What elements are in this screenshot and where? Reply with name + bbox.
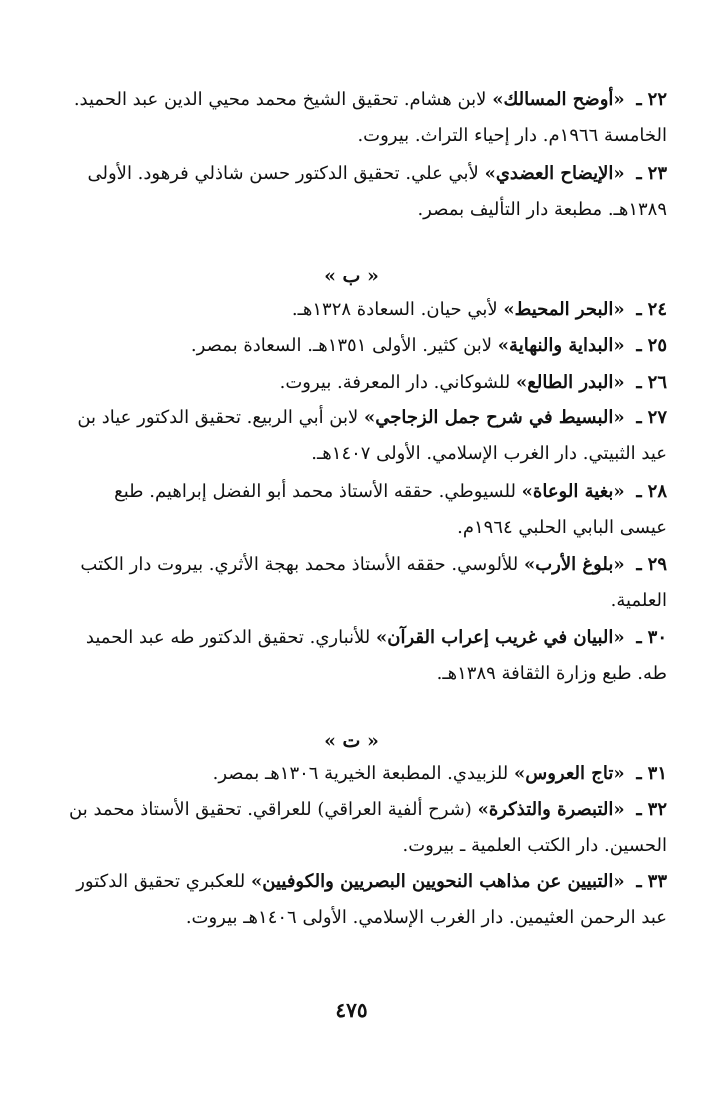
bibliography-entry-33 xyxy=(67,864,667,936)
bibliography-entry-29 xyxy=(67,547,667,619)
entry-title: «البداية والنهاية» xyxy=(497,335,625,356)
entry-details: للسيوطي. حققه الأستاذ محمد أبو الفضل إبراهيم. طبع عيسى البابي الحلبي ١٩٦٤م. xyxy=(114,481,667,538)
entry-title: «الإيضاح العضدي» xyxy=(484,163,625,184)
entry-details: لأبي حيان. السعادة ١٣٢٨هـ. xyxy=(291,299,498,320)
page-number: ٤٧٥ xyxy=(335,998,368,1022)
bibliography-entry-27 xyxy=(67,400,667,472)
entry-number: ٣١ xyxy=(647,763,667,784)
entry-title: «تاج العروس» xyxy=(513,763,625,784)
entry-title: «بغية الوعاة» xyxy=(521,481,625,502)
entry-title: «أوضح المسالك» xyxy=(492,89,625,110)
entry-dash: ـ xyxy=(636,481,642,502)
entry-details: للزبيدي. المطبعة الخيرية ١٣٠٦هـ بمصر. xyxy=(212,763,509,784)
entry-number: ٢٢ xyxy=(647,89,667,110)
entry-title: «البدر الطالع» xyxy=(516,372,625,393)
entry-details: لابن كثير. الأولى ١٣٥١هـ. السعادة بمصر. xyxy=(190,335,493,356)
entry-dash: ـ xyxy=(636,627,642,648)
entry-title: «التبصرة والتذكرة» xyxy=(477,799,625,820)
section-heading-ba: « ب » xyxy=(324,265,379,287)
entry-dash: ـ xyxy=(636,799,642,820)
entry-dash: ـ xyxy=(636,335,642,356)
entry-details: لأبي علي. تحقيق الدكتور حسن شاذلي فرهود. الأولى ١٣٨٩هـ. مطبعة دار التأليف بمصر. xyxy=(87,163,667,220)
entry-dash: ـ xyxy=(636,407,642,428)
entry-details: للألوسي. حققه الأستاذ محمد بهجة الأثري. بيروت دار الكتب العلمية. xyxy=(80,554,667,611)
entry-dash: ـ xyxy=(636,554,642,575)
entry-title: «البسيط في شرح جمل الزجاجي» xyxy=(364,407,625,428)
entry-title: «بلوغ الأرب» xyxy=(523,554,625,575)
entry-details: (شرح ألفية العراقي) للعراقي. تحقيق الأستاذ محمد بن الحسين. دار الكتب العلمية ـ بيروت. xyxy=(69,799,667,856)
entry-number: ٢٦ xyxy=(647,372,667,393)
bibliography-entry-23 xyxy=(67,156,667,228)
bibliography-entry-24 xyxy=(67,292,667,328)
entry-dash: ـ xyxy=(636,163,642,184)
section-heading-ta: « ت » xyxy=(324,730,379,752)
bibliography-entry-25 xyxy=(67,328,667,364)
entry-number: ٢٣ xyxy=(647,163,667,184)
entry-details: لابن أبي الربيع. تحقيق الدكتور عياد بن عيد الثبيتي. دار الغرب الإسلامي. الأولى ١٤٠٧هـ. xyxy=(77,407,667,464)
bibliography-entry-22 xyxy=(67,82,667,154)
entry-dash: ـ xyxy=(636,89,642,110)
entry-details: للأنباري. تحقيق الدكتور طه عبد الحميد طه. طبع وزارة الثقافة ١٣٨٩هـ. xyxy=(85,627,667,684)
bibliography-entry-26 xyxy=(67,365,667,401)
entry-number: ٣٠ xyxy=(647,627,667,648)
entry-title: «البحر المحيط» xyxy=(503,299,625,320)
entry-number: ٣٢ xyxy=(647,799,667,820)
entry-details: للشوكاني. دار المعرفة. بيروت. xyxy=(279,372,511,393)
entry-details: لابن هشام. تحقيق الشيخ محمد محيي الدين عبد الحميد. الخامسة ١٩٦٦م. دار إحياء التراث. بيروت. xyxy=(73,89,667,146)
entry-number: ٢٩ xyxy=(647,554,667,575)
entry-number: ٢٤ xyxy=(647,299,667,320)
bibliography-entry-32 xyxy=(67,792,667,864)
entry-number: ٢٨ xyxy=(647,481,667,502)
entry-number: ٢٧ xyxy=(647,407,667,428)
entry-number: ٢٥ xyxy=(647,335,667,356)
bibliography-entry-28 xyxy=(67,474,667,546)
bibliography-entry-30 xyxy=(67,620,667,692)
bibliography-entry-31 xyxy=(67,756,667,792)
entry-dash: ـ xyxy=(636,372,642,393)
entry-dash: ـ xyxy=(636,871,642,892)
entry-details: للعكبري تحقيق الدكتور عبد الرحمن العثيمين. دار الغرب الإسلامي. الأولى ١٤٠٦هـ بيروت. xyxy=(76,871,667,928)
entry-title: «التبيين عن مذاهب النحويين البصريين والكوفيين» xyxy=(251,871,625,892)
entry-title: «البيان في غريب إعراب القرآن» xyxy=(376,627,625,648)
entry-dash: ـ xyxy=(636,763,642,784)
entry-number: ٣٣ xyxy=(647,871,667,892)
entry-dash: ـ xyxy=(636,299,642,320)
